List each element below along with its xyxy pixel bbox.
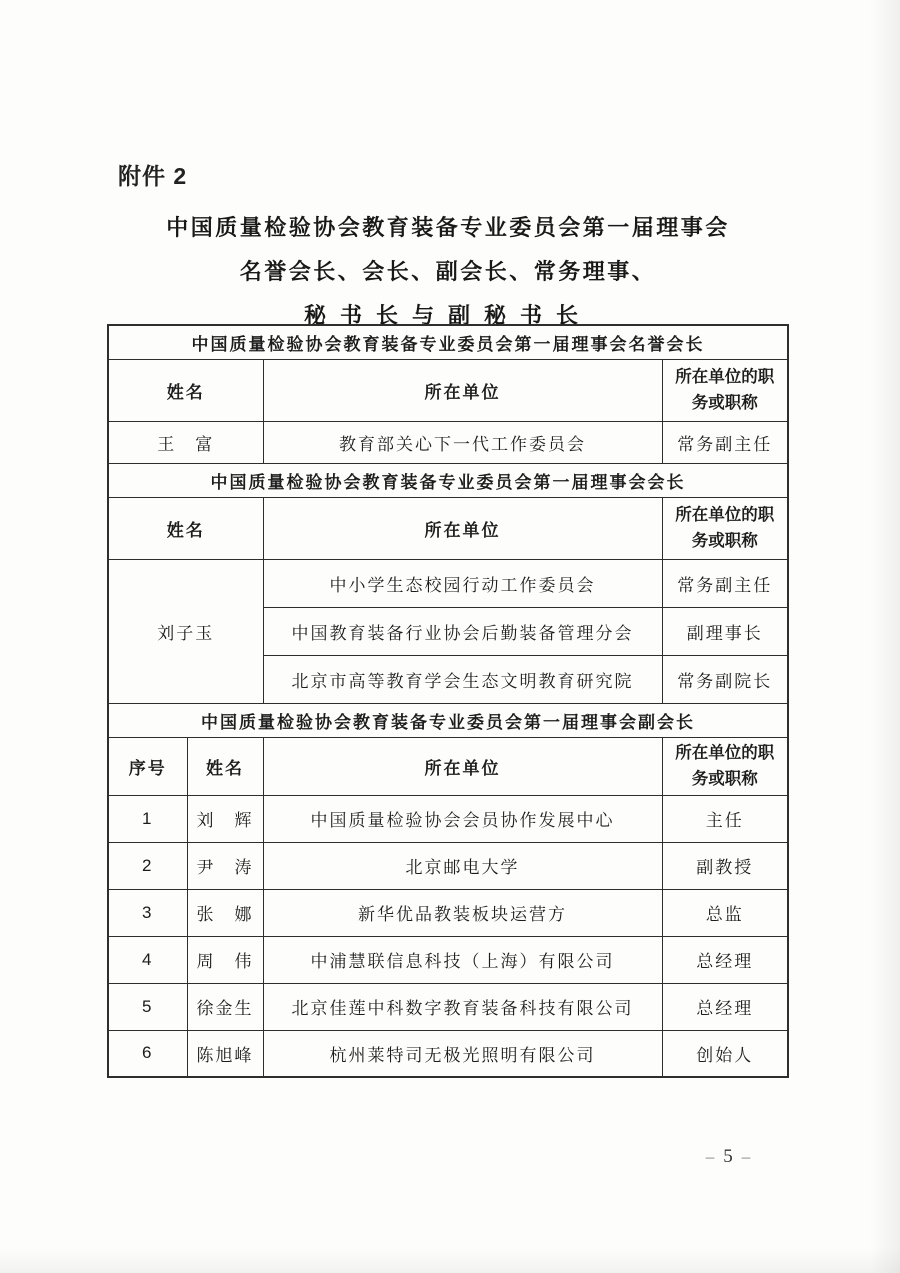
table-row	[108, 983, 788, 1030]
attachment-label: 附件 2	[118, 163, 188, 189]
col-header-index: 序号	[108, 737, 187, 795]
page-number-dash-right: –	[741, 1147, 751, 1166]
cell-name: 尹 涛	[187, 842, 263, 889]
cell-unit: 中国质量检验协会会员协作发展中心	[263, 795, 662, 842]
council-table	[107, 324, 789, 1078]
col-header-name: 姓名	[187, 737, 263, 795]
page-number	[658, 1146, 798, 1168]
cell-unit: 北京佳莲中科数字教育装备科技有限公司	[263, 983, 662, 1030]
cell-unit: 北京市高等教育学会生态文明教育研究院	[263, 655, 662, 703]
cell-position: 主任	[662, 795, 788, 842]
section-title-honorary-president: 中国质量检验协会教育装备专业委员会第一届理事会名誉会长	[108, 325, 788, 359]
cell-name: 张 娜	[187, 889, 263, 936]
cell-unit: 杭州莱特司无极光照明有限公司	[263, 1030, 662, 1077]
title-line-3: 秘书长与副秘书长	[303, 303, 592, 328]
cell-position: 副理事长	[662, 607, 788, 655]
cell-index: 5	[108, 983, 187, 1030]
cell-position: 总经理	[662, 936, 788, 983]
col-header-position: 所在单位的职务或职称	[662, 497, 788, 559]
table-row	[108, 463, 788, 497]
cell-position: 常务副主任	[662, 421, 788, 463]
page-number-value: 5	[723, 1146, 733, 1167]
cell-index: 3	[108, 889, 187, 936]
cell-name: 徐金生	[187, 983, 263, 1030]
document-title	[0, 206, 896, 338]
table-row	[108, 497, 788, 559]
col-header-name: 姓名	[108, 359, 263, 421]
cell-index: 1	[108, 795, 187, 842]
col-header-position: 所在单位的职务或职称	[662, 737, 788, 795]
col-header-unit: 所在单位	[263, 497, 662, 559]
col-header-unit: 所在单位	[263, 359, 662, 421]
cell-position: 总监	[662, 889, 788, 936]
table-row	[108, 325, 788, 359]
cell-position: 常务副主任	[662, 559, 788, 607]
table-row	[108, 737, 788, 795]
table-row	[108, 889, 788, 936]
section-title-vice-president: 中国质量检验协会教育装备专业委员会第一届理事会副会长	[108, 703, 788, 737]
cell-name: 陈旭峰	[187, 1030, 263, 1077]
table-row	[108, 703, 788, 737]
cell-position: 副教授	[662, 842, 788, 889]
cell-unit: 中小学生态校园行动工作委员会	[263, 559, 662, 607]
cell-name: 王 富	[108, 421, 263, 463]
title-line-2: 名誉会长、会长、副会长、常务理事、	[239, 259, 657, 284]
cell-unit: 教育部关心下一代工作委员会	[263, 421, 662, 463]
table-row	[108, 359, 788, 421]
cell-name: 刘 辉	[187, 795, 263, 842]
page-number-dash-left: –	[705, 1147, 715, 1166]
cell-position: 总经理	[662, 983, 788, 1030]
scan-artifact-right-edge	[870, 0, 900, 1273]
cell-index: 4	[108, 936, 187, 983]
cell-position: 创始人	[662, 1030, 788, 1077]
cell-name-merged: 刘子玉	[108, 559, 263, 703]
cell-position: 常务副院长	[662, 655, 788, 703]
col-header-position: 所在单位的职务或职称	[662, 359, 788, 421]
title-line-1: 中国质量检验协会教育装备专业委员会第一届理事会	[166, 215, 730, 240]
col-header-name: 姓名	[108, 497, 263, 559]
cell-index: 6	[108, 1030, 187, 1077]
cell-index: 2	[108, 842, 187, 889]
cell-unit: 北京邮电大学	[263, 842, 662, 889]
cell-unit: 新华优品教装板块运营方	[263, 889, 662, 936]
table-row	[108, 421, 788, 463]
table-row	[108, 936, 788, 983]
cell-unit: 中浦慧联信息科技（上海）有限公司	[263, 936, 662, 983]
section-title-president: 中国质量检验协会教育装备专业委员会第一届理事会会长	[108, 463, 788, 497]
col-header-unit: 所在单位	[263, 737, 662, 795]
cell-name: 周 伟	[187, 936, 263, 983]
table-row	[108, 559, 788, 607]
table-row	[108, 1030, 788, 1077]
scan-artifact-bottom-edge	[0, 1247, 900, 1273]
table-row	[108, 795, 788, 842]
cell-unit: 中国教育装备行业协会后勤装备管理分会	[263, 607, 662, 655]
table-row	[108, 842, 788, 889]
